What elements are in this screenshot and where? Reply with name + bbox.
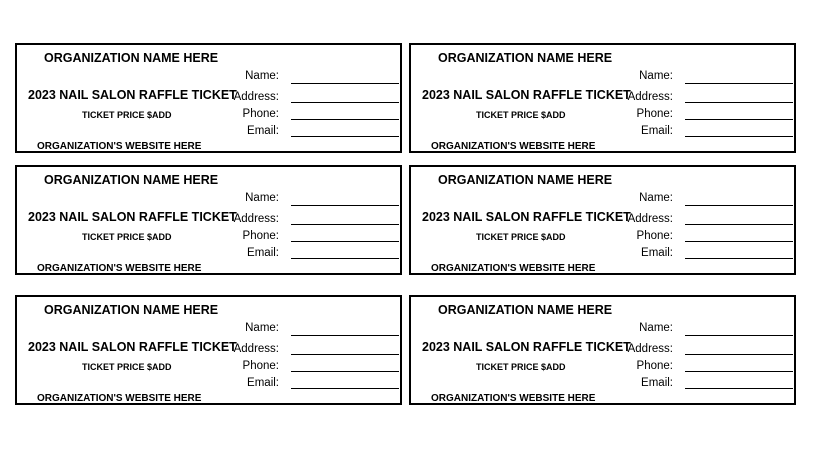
address-line (291, 224, 399, 225)
email-line (685, 388, 793, 389)
name-line (291, 335, 399, 336)
organization-name: ORGANIZATION NAME HERE (44, 51, 219, 65)
email-line (685, 258, 793, 259)
ticket-title: 2023 NAIL SALON RAFFLE TICKET (422, 88, 631, 102)
ticket-title: 2023 NAIL SALON RAFFLE TICKET (28, 210, 237, 224)
organization-name: ORGANIZATION NAME HERE (438, 51, 613, 65)
email-line (291, 258, 399, 259)
address-line (685, 224, 793, 225)
organization-website: ORGANIZATION'S WEBSITE HERE (37, 263, 202, 274)
raffle-ticket (409, 295, 796, 405)
address-label: Address: (627, 91, 673, 103)
email-line (685, 136, 793, 137)
raffle-ticket (15, 43, 402, 153)
ticket-title: 2023 NAIL SALON RAFFLE TICKET (422, 210, 631, 224)
phone-label: Phone: (636, 230, 673, 242)
address-label: Address: (627, 343, 673, 355)
ticket-title: 2023 NAIL SALON RAFFLE TICKET (28, 340, 237, 354)
name-line (685, 83, 793, 84)
ticket-price: TICKET PRICE $ADD (476, 232, 566, 242)
phone-label: Phone: (636, 108, 673, 120)
raffle-ticket (15, 295, 402, 405)
email-label: Email: (247, 247, 279, 259)
name-line (291, 205, 399, 206)
ticket-price: TICKET PRICE $ADD (476, 362, 566, 372)
name-label: Name: (639, 322, 673, 334)
raffle-ticket (409, 165, 796, 275)
organization-website: ORGANIZATION'S WEBSITE HERE (37, 393, 202, 404)
organization-name: ORGANIZATION NAME HERE (44, 173, 219, 187)
address-line (291, 354, 399, 355)
phone-label: Phone: (242, 108, 279, 120)
raffle-ticket (15, 165, 402, 275)
ticket-title: 2023 NAIL SALON RAFFLE TICKET (422, 340, 631, 354)
ticket-title: 2023 NAIL SALON RAFFLE TICKET (28, 88, 237, 102)
phone-line (291, 119, 399, 120)
raffle-ticket (409, 43, 796, 153)
email-label: Email: (247, 125, 279, 137)
organization-name: ORGANIZATION NAME HERE (438, 173, 613, 187)
organization-website: ORGANIZATION'S WEBSITE HERE (431, 263, 596, 274)
phone-line (685, 371, 793, 372)
email-line (291, 136, 399, 137)
address-line (291, 102, 399, 103)
address-label: Address: (233, 343, 279, 355)
ticket-price: TICKET PRICE $ADD (476, 110, 566, 120)
email-label: Email: (641, 247, 673, 259)
name-label: Name: (245, 70, 279, 82)
email-line (291, 388, 399, 389)
name-label: Name: (245, 192, 279, 204)
name-line (685, 335, 793, 336)
name-label: Name: (639, 70, 673, 82)
email-label: Email: (247, 377, 279, 389)
ticket-price: TICKET PRICE $ADD (82, 110, 172, 120)
email-label: Email: (641, 377, 673, 389)
name-line (685, 205, 793, 206)
phone-line (291, 371, 399, 372)
organization-website: ORGANIZATION'S WEBSITE HERE (37, 141, 202, 152)
ticket-price: TICKET PRICE $ADD (82, 362, 172, 372)
ticket-price: TICKET PRICE $ADD (82, 232, 172, 242)
address-label: Address: (233, 213, 279, 225)
address-line (685, 354, 793, 355)
phone-label: Phone: (242, 230, 279, 242)
name-label: Name: (245, 322, 279, 334)
phone-label: Phone: (636, 360, 673, 372)
phone-line (685, 119, 793, 120)
address-label: Address: (627, 213, 673, 225)
phone-label: Phone: (242, 360, 279, 372)
phone-line (291, 241, 399, 242)
phone-line (685, 241, 793, 242)
name-label: Name: (639, 192, 673, 204)
organization-name: ORGANIZATION NAME HERE (438, 303, 613, 317)
organization-name: ORGANIZATION NAME HERE (44, 303, 219, 317)
organization-website: ORGANIZATION'S WEBSITE HERE (431, 393, 596, 404)
address-line (685, 102, 793, 103)
address-label: Address: (233, 91, 279, 103)
name-line (291, 83, 399, 84)
organization-website: ORGANIZATION'S WEBSITE HERE (431, 141, 596, 152)
email-label: Email: (641, 125, 673, 137)
